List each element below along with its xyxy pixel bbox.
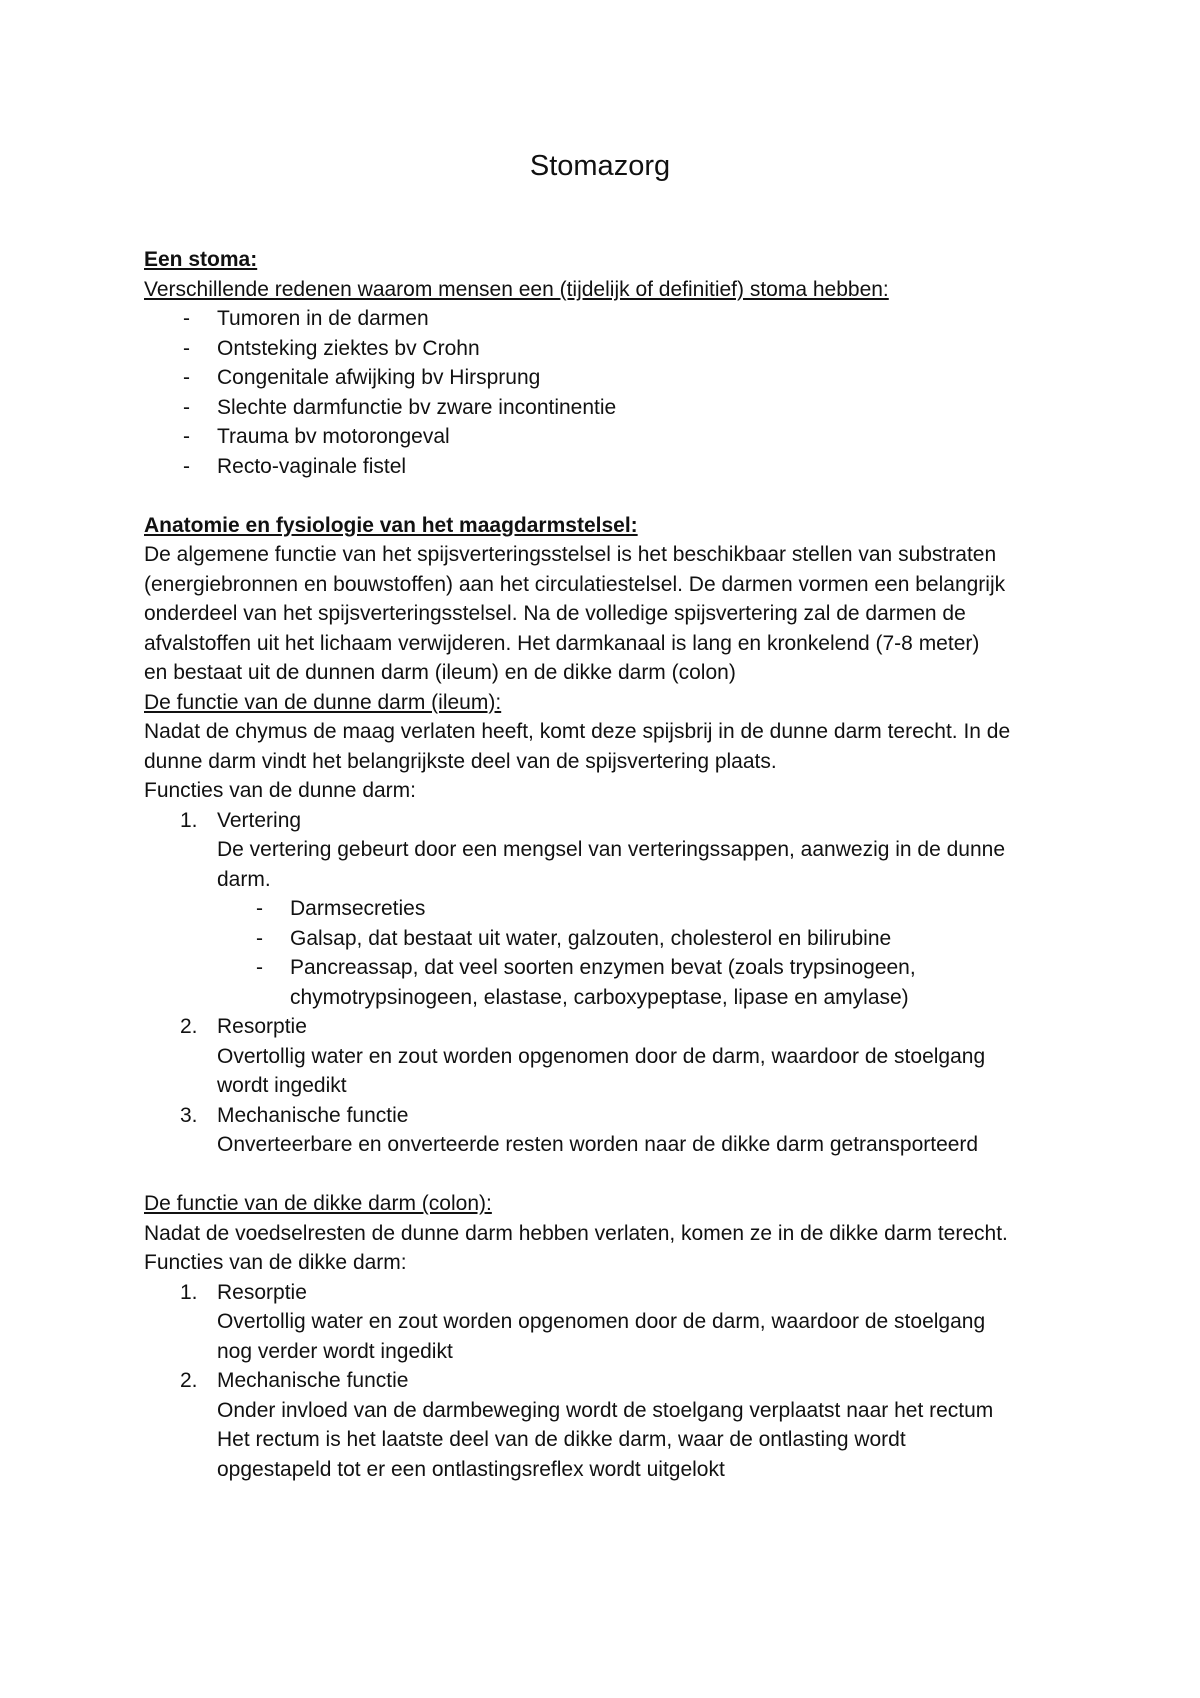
item-desc-line: opgestapeld tot er een ontlastingsreflex wordt uitgelokt — [217, 1457, 725, 1481]
colon-intro: Nadat de voedselresten de dunne darm hebben verlaten, komen ze in de dikke darm terecht. — [144, 1221, 1008, 1245]
text-line: Nadat de chymus de maag verlaten heeft, komt deze spijsbrij in de dunne darm terecht. In de — [144, 720, 1011, 743]
numbered-item — [144, 1101, 1074, 1160]
section-subheading: Verschillende redenen waarom mensen een (tijdelijk of definitief) stoma hebben: — [144, 277, 889, 301]
item-name: Mechanische functie — [217, 1369, 409, 1392]
text-line: en bestaat uit de dunnen darm (ileum) en de dikke darm (colon) — [144, 661, 736, 684]
item-name: Resorptie — [217, 1280, 307, 1304]
list-item — [144, 953, 1074, 1012]
document-body — [144, 245, 1074, 1484]
numbered-item — [144, 1366, 1074, 1484]
numbered-item — [144, 1278, 1074, 1367]
item-desc-line: Overtollig water en zout worden opgenomen door de darm, waardoor de stoelgang — [217, 1044, 986, 1068]
item-number: 1. — [180, 808, 198, 832]
colon-heading: De functie van de dikke darm (colon): — [144, 1192, 492, 1215]
item-desc-line: Onverteerbare en onverteerde resten worden naar de dikke darm getransporteerd — [217, 1133, 979, 1156]
list-item: - Trauma bv motorongeval — [144, 422, 1074, 452]
ileum-functions-label: Functies van de dunne darm: — [144, 779, 416, 802]
list-item: - Galsap, dat bestaat uit water, galzouten, cholesterol en bilirubine — [144, 924, 1074, 954]
item-desc-line: Het rectum is het laatste deel van de dikke darm, waar de ontlasting wordt — [217, 1428, 906, 1451]
item-desc-line: wordt ingedikt — [217, 1074, 347, 1097]
item-number: 3. — [180, 1103, 198, 1127]
item-desc-line: Onder invloed van de darmbeweging wordt de stoelgang verplaatst naar het rectum — [217, 1398, 994, 1422]
section-anatomy — [144, 511, 1074, 1160]
list-item: - Recto-vaginale fistel — [144, 452, 1074, 482]
text-line: onderdeel van het spijsverteringsstelsel. Na de volledige spijsvertering zal de darmen de — [144, 602, 966, 625]
anatomy-intro — [144, 540, 1074, 688]
item-desc-line: Overtollig water en zout worden opgenomen door de darm, waardoor de stoelgang — [217, 1310, 986, 1333]
colon-functions-label: Functies van de dikke darm: — [144, 1251, 407, 1274]
item-desc-line: De vertering gebeurt door een mengsel van verteringssappen, aanwezig in de dunne — [217, 838, 1006, 861]
section-heading: Anatomie en fysiologie van het maagdarmstelsel: — [144, 513, 638, 537]
list-item: - Darmsecreties — [144, 894, 1074, 924]
item-desc-line: darm. — [217, 867, 271, 891]
list-item-line: Pancreassap, dat veel soorten enzymen bevat (zoals trypsinogeen, — [290, 956, 916, 979]
list-item: - Tumoren in de darmen — [144, 304, 1074, 334]
reasons-list — [144, 304, 1074, 481]
item-number: 2. — [180, 1015, 198, 1038]
section-stoma — [144, 245, 1074, 481]
list-item-line: chymotrypsinogeen, elastase, carboxypeptase, lipase en amylase) — [290, 985, 909, 1009]
list-item: - Slechte darmfunctie bv zware incontinentie — [144, 393, 1074, 423]
list-item: - Ontsteking ziektes bv Crohn — [144, 334, 1074, 364]
item-name: Mechanische functie — [217, 1103, 409, 1127]
item-number: 2. — [180, 1369, 198, 1392]
text-line: De algemene functie van het spijsverteringsstelsel is het beschikbaar stellen van substraten — [144, 543, 997, 566]
section-colon — [144, 1189, 1074, 1484]
item-name: Vertering — [217, 808, 302, 832]
item-desc-line: nog verder wordt ingedikt — [217, 1339, 453, 1363]
item-name: Resorptie — [217, 1015, 307, 1038]
numbered-item — [144, 1012, 1074, 1101]
list-item: - Congenitale afwijking bv Hirsprung — [144, 363, 1074, 393]
spacer — [144, 481, 1074, 511]
ileum-functions-list — [144, 806, 1074, 1160]
text-line: dunne darm vindt het belangrijkste deel van de spijsvertering plaats. — [144, 749, 777, 773]
ileum-heading: De functie van de dunne darm (ileum): — [144, 690, 502, 714]
colon-functions-list — [144, 1278, 1074, 1485]
document-title: Stomazorg — [529, 150, 671, 182]
spacer — [144, 1160, 1074, 1190]
text-line: (energiebronnen en bouwstoffen) aan het circulatiestelsel. De darmen vormen een belangrijk — [144, 572, 1006, 596]
numbered-item — [144, 806, 1074, 895]
text-line: afvalstoffen uit het lichaam verwijderen. Het darmkanaal is lang en kronkelend (7-8 meter) — [144, 631, 980, 655]
digestion-juices-list — [144, 894, 1074, 1012]
section-heading: Een stoma: — [144, 248, 258, 271]
item-number: 1. — [180, 1280, 198, 1304]
ileum-intro — [144, 717, 1074, 776]
